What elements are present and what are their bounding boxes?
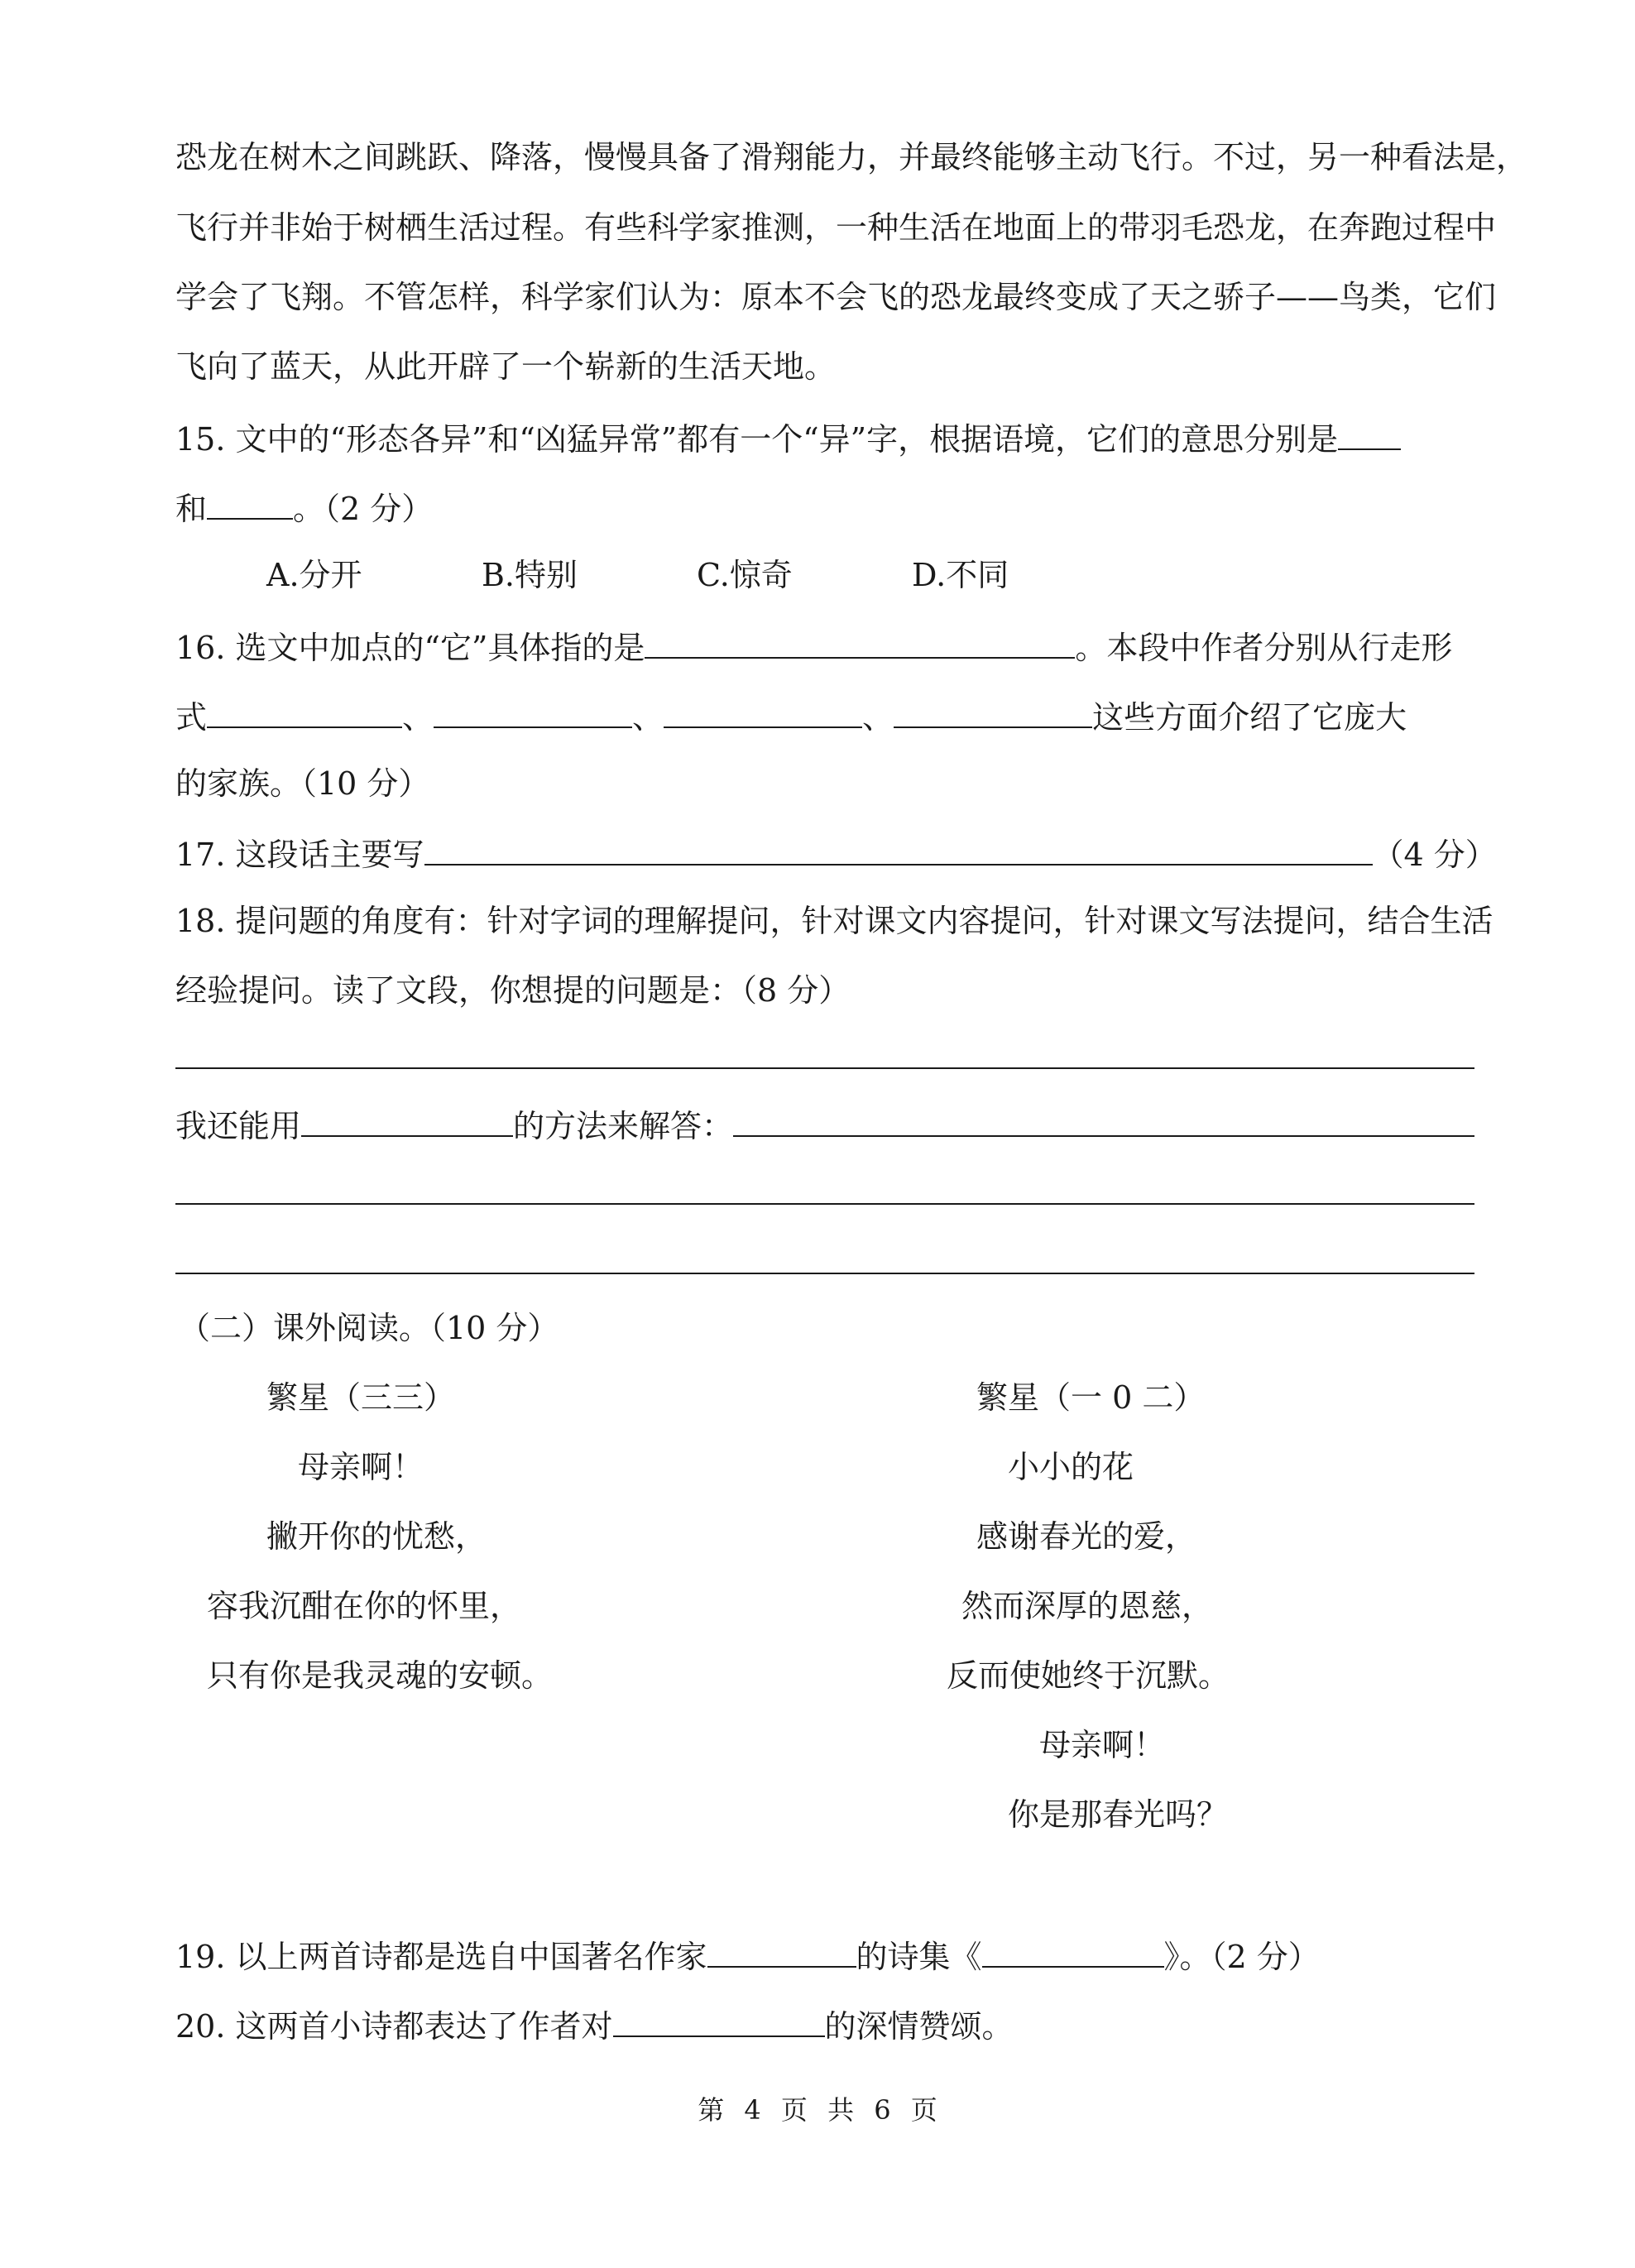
poem-right-line-3: 然而深厚的恩慈， [961,1588,1214,1624]
poem-right-line-5: 母亲啊！ [1039,1727,1166,1763]
question-20-end: 的深情赞颂。 [824,2008,1014,2045]
poem-right-line-1: 小小的花 [1008,1449,1134,1485]
question-16-shi: 式 [175,699,208,736]
poem-left-line-2: 撇开你的忧愁， [266,1518,487,1555]
answer-line-18-question[interactable] [175,1067,1474,1069]
answer-blank-15b[interactable] [207,485,293,520]
section-2-title: （二）课外阅读。（10 分） [179,1310,559,1346]
question-15-he: 和 [175,491,208,527]
poem-right-line-4: 反而使她终于沉默。 [947,1657,1230,1694]
separator: 、 [862,699,894,736]
question-18-answer-line [175,1102,1474,1147]
answer-line-18-extra-2[interactable] [175,1273,1474,1274]
question-18-answer-mid: 的方法来解答： [513,1108,734,1144]
passage-line-1: 恐龙在树木之间跳跃、降落，慢慢具备了滑翔能力，并最终能够主动飞行。不过，另一种看法是， [175,139,1528,175]
question-16-text: 16. 选文中加点的“它”具体指的是 [175,630,645,666]
question-16-text-end2: 这些方面介绍了它庞大 [1092,699,1407,736]
answer-blank-16-it[interactable] [645,624,1075,659]
answer-blank-16-4[interactable] [894,693,1092,728]
option-a: A.分开 [266,557,362,593]
option-b: B.特别 [482,557,578,593]
question-19 [175,1933,1474,1978]
answer-line-18-extra-1[interactable] [175,1203,1474,1205]
answer-blank-18-method[interactable] [301,1102,513,1137]
question-18-answer-start: 我还能用 [175,1108,302,1144]
separator: 、 [632,699,664,736]
answer-blank-19-author[interactable] [707,1933,856,1968]
question-16-line-2 [175,693,1474,738]
answer-blank-15a[interactable] [1338,415,1401,450]
option-d: D.不同 [912,557,1009,593]
passage-line-4: 飞向了蓝天，从此开辟了一个崭新的生活天地。 [175,348,837,385]
answer-blank-19-collection[interactable] [982,1933,1164,1968]
answer-blank-16-2[interactable] [434,693,632,728]
poem-left-line-3: 容我沉酣在你的怀里， [207,1588,522,1624]
question-15-score: 。（2 分） [293,491,434,527]
question-15-line-2 [175,485,1474,530]
option-c: C.惊奇 [697,557,793,593]
answer-blank-20[interactable] [613,2002,825,2037]
passage-line-3: 学会了飞翔。不管怎样，科学家们认为：原本不会飞的恐龙最终变成了天之骄子——鸟类，它们 [175,279,1497,315]
question-20 [175,2002,1474,2047]
passage-line-2: 飞行并非始于树栖生活过程。有些科学家推测，一种生活在地面上的带羽毛恐龙，在奔跑过程中 [175,209,1497,246]
question-19-end: 》。（2 分） [1163,1939,1320,1975]
answer-blank-16-3[interactable] [664,693,862,728]
question-15-line-1 [175,415,1474,460]
poem-right-line-6: 你是那春光吗？ [1008,1796,1229,1833]
question-19-text: 19. 以上两首诗都是选自中国著名作家 [175,1939,707,1975]
question-15-text: 15. 文中的“形态各异”和“凶猛异常”都有一个“异”字，根据语境，它们的意思分别是 [175,421,1339,458]
page-number: 第 4 页 共 6 页 [698,2094,937,2126]
question-17-score: （4 分） [1372,837,1497,873]
question-16-line-1 [175,624,1474,669]
question-17-text: 17. 这段话主要写 [175,837,424,873]
question-20-text: 20. 这两首小诗都表达了作者对 [175,2008,613,2045]
poem-left-title: 繁星（三三） [266,1379,456,1416]
question-19-mid: 的诗集《 [856,1939,982,1975]
question-18-line-1: 18. 提问题的角度有：针对字词的理解提问，针对课文内容提问，针对课文写法提问，结合生活 [175,903,1494,939]
answer-blank-17[interactable] [424,831,1373,865]
poem-left-line-4: 只有你是我灵魂的安顿。 [207,1657,554,1694]
poem-right-line-2: 感谢春光的爱， [976,1518,1197,1555]
separator: 、 [402,699,434,736]
question-18-line-2: 经验提问。读了文段，你想提的问题是：（8 分） [175,972,851,1009]
question-17 [175,831,1497,875]
poem-left-line-1: 母亲啊！ [298,1449,424,1485]
question-16-line-3: 的家族。（10 分） [175,765,430,802]
answer-blank-16-1[interactable] [207,693,402,728]
question-16-text-end: 。本段中作者分别从行走形 [1075,630,1453,666]
answer-blank-18-answer[interactable] [733,1102,1474,1137]
poem-right-title: 繁星（一 0 二） [976,1379,1206,1416]
